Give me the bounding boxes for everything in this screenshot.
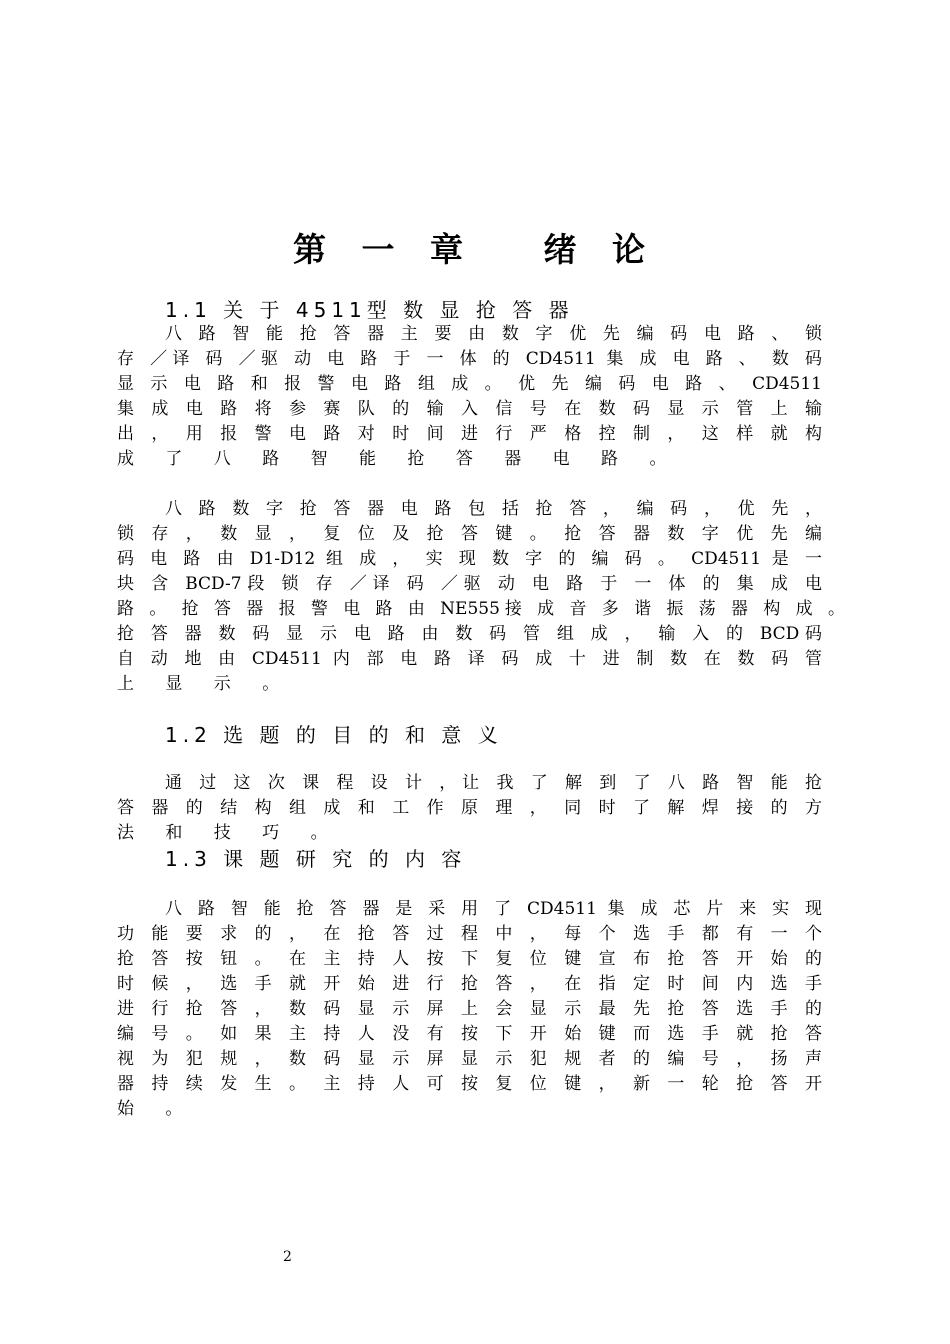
paragraph-line: 上 显 示 。 [117,674,293,694]
section-heading-1-1: 1.1 关 于 4511型 数 显 抢 答 器 [165,298,574,322]
paragraph-line: 视 为 犯 规 ， 数 码 显 示 屏 显 示 犯 规 者 的 编 号 ， 扬 声 [117,1049,822,1069]
section-heading-1-3: 1.3 课 题 研 究 的 内 容 [165,847,467,871]
paragraph-line: 器 持 续 发 生 。 主 持 人 可 按 复 位 键 ， 新 一 轮 抢 答 开 [117,1074,822,1094]
paragraph-line: 通 过 这 次 课 程 设 计 ，让 我 了 解 到 了 八 路 智 能 抢 [165,773,822,793]
paragraph-line: 时 候 ， 选 手 就 开 始 进 行 抢 答 ， 在 指 定 时 间 内 选 手 [117,974,822,994]
paragraph-line: 进 行 抢 答 ， 数 码 显 示 屏 上 会 显 示 最 先 抢 答 选 手 的 [117,999,822,1019]
paragraph-line: 路 。 抢 答 器 报 警 电 路 由 NE555接 成 音 多 谐 振 荡 器 构 成 。 [117,599,845,619]
page-number: 2 [283,1249,292,1265]
paragraph-line: 答 器 的 结 构 组 成 和 工 作 原 理 ， 同 时 了 解 焊 接 的 方 [117,798,822,818]
paragraph-line: 始 。 [117,1099,196,1119]
paragraph-line: 抢 答 按 钮 。 在 主 持 人 按 下 复 位 键 宣 布 抢 答 开 始 的 [117,949,822,969]
paragraph-line: 功 能 要 求 的 ， 在 抢 答 过 程 中 ， 每 个 选 手 都 有 一 个 [117,924,822,944]
paragraph-line: 出 ， 用 报 警 电 路 对 时 间 进 行 严 格 控 制 ， 这 样 就 构 [117,424,822,444]
chapter-title: 第 一 章 绪 论 [293,230,657,269]
paragraph-line: 法 和 技 巧 。 [117,823,341,843]
paragraph-line: 成 了 八 路 智 能 抢 答 器 电 路 。 [117,449,680,469]
paragraph-line: 八 路 数 字 抢 答 器 电 路 包 括 抢 答 ， 编 码 ， 优 先 ， [165,499,822,519]
paragraph-line: 存 ／译 码 ／驱 动 电 路 于 一 体 的 CD4511 集 成 电 路 、 数 码 [117,349,822,369]
paragraph-line: 自 动 地 由 CD4511 内 部 电 路 译 码 成 十 进 制 数 在 数 码 管 [117,649,822,669]
paragraph-line: 集 成 电 路 将 参 赛 队 的 输 入 信 号 在 数 码 显 示 管 上 输 [117,399,822,419]
paragraph-line: 八 路 智 能 抢 答 器 是 采 用 了 CD4511 集 成 芯 片 来 实 现 [165,899,822,919]
paragraph-line: 抢 答 器 数 码 显 示 电 路 由 数 码 管 组 成 ， 输 入 的 BCD码 [117,624,822,644]
paragraph-line: 块 含 BCD-7段 锁 存 ／译 码 ／驱 动 电 路 于 一 体 的 集 成 电 [117,574,822,594]
paragraph-line: 显 示 电 路 和 报 警 电 路 组 成 。 优 先 编 码 电 路 、 CD4511 [117,374,822,394]
paragraph-line: 码 电 路 由 D1-D12 组 成 ， 实 现 数 字 的 编 码 。 CD4511 是 一 [117,549,822,569]
paragraph-line: 八 路 智 能 抢 答 器 主 要 由 数 字 优 先 编 码 电 路 、 锁 [165,324,822,344]
paragraph-line: 编 号 。 如 果 主 持 人 没 有 按 下 开 始 键 而 选 手 就 抢 答 [117,1024,822,1044]
paragraph-line: 锁 存 ， 数 显 ， 复 位 及 抢 答 键 。 抢 答 器 数 字 优 先 编 [117,524,822,544]
section-heading-1-2: 1.2 选 题 的 目 的 和 意 义 [165,723,503,747]
